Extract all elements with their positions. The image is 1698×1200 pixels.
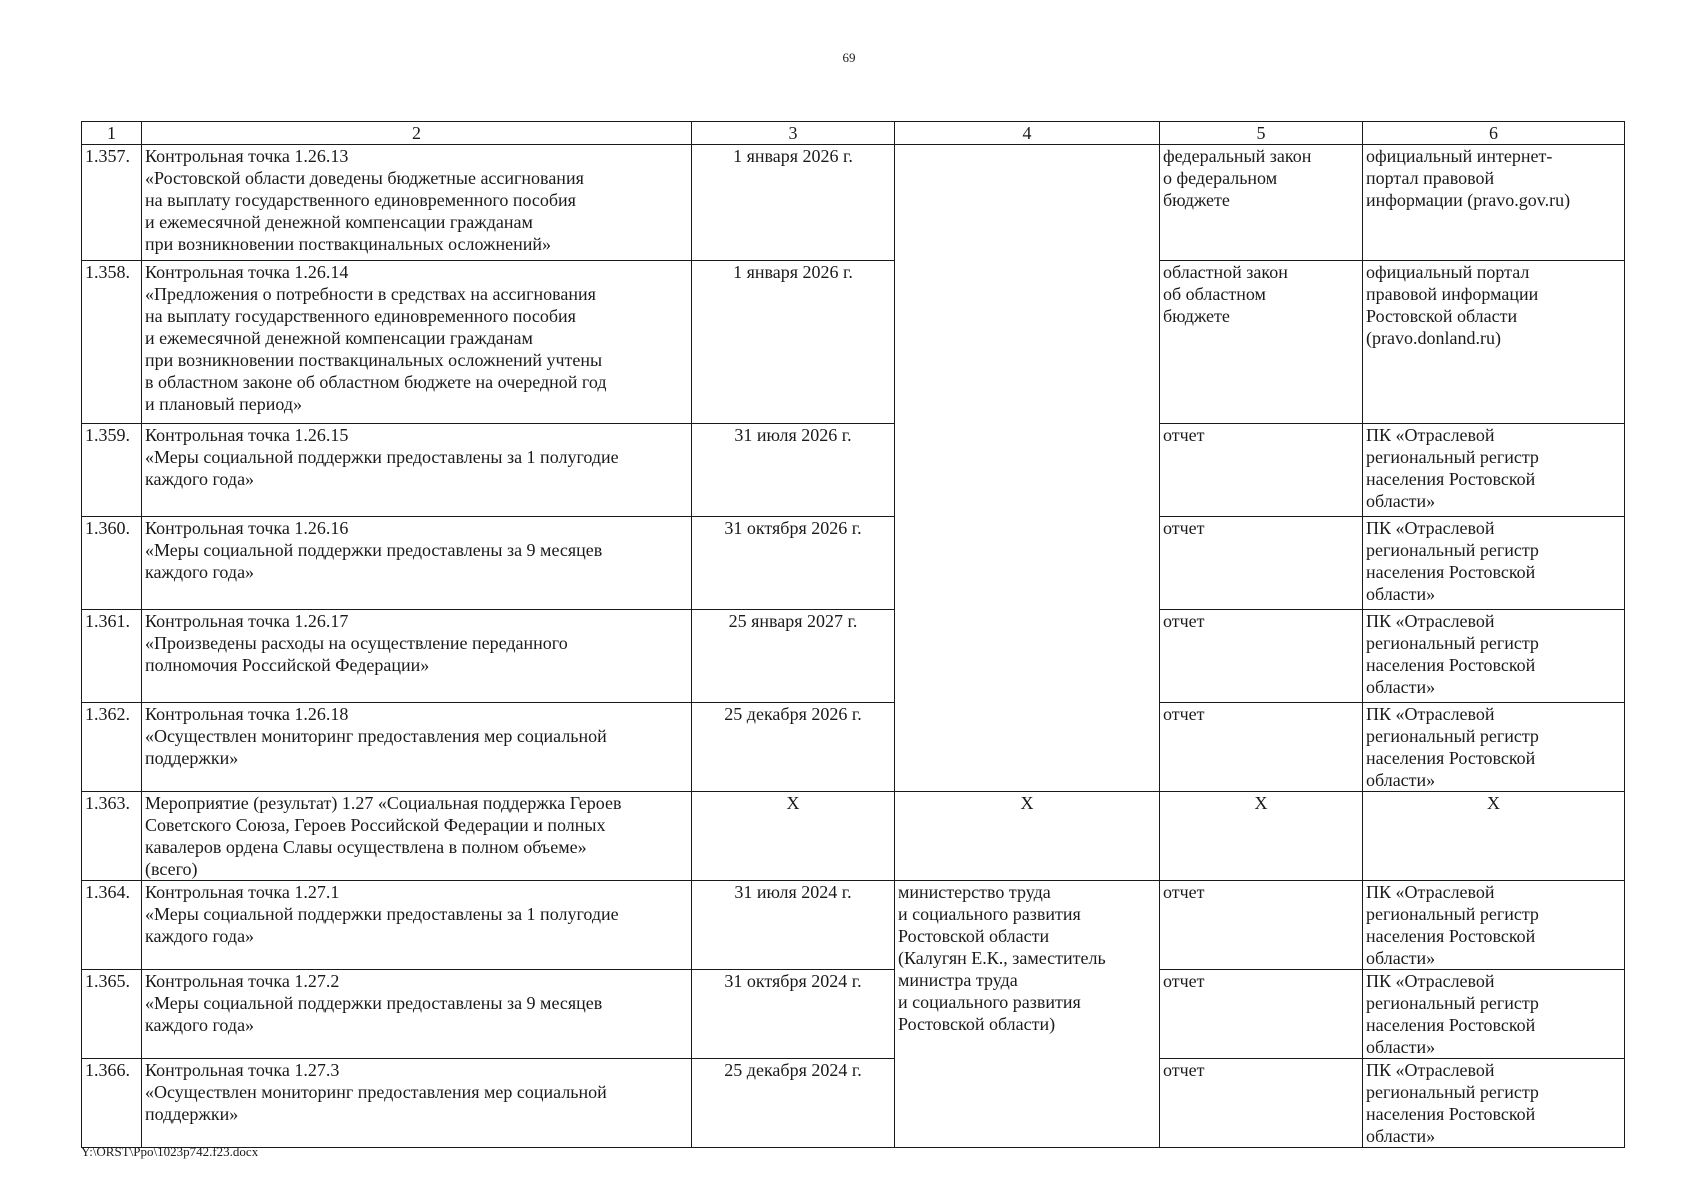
control-points-table xyxy=(81,121,1625,1148)
row-number: 1.366. xyxy=(82,1059,142,1148)
column-header: 5 xyxy=(1160,122,1363,145)
row-number: 1.362. xyxy=(82,703,142,792)
row-document: отчет xyxy=(1160,424,1363,517)
row-date: 25 декабря 2026 г. xyxy=(692,703,895,792)
row-title: Контрольная точка 1.26.15 «Меры социальной поддержки предоставлены за 1 полугодие каждого года» xyxy=(142,424,692,517)
row-number: 1.360. xyxy=(82,517,142,610)
row-number: 1.358. xyxy=(82,261,142,424)
row-source: ПК «Отраслевой региональный регистр населения Ростовской области» xyxy=(1363,424,1625,517)
row-source: ПК «Отраслевой региональный регистр населения Ростовской области» xyxy=(1363,610,1625,703)
row-document: Х xyxy=(1160,792,1363,881)
row-number: 1.364. xyxy=(82,881,142,970)
row-date: 31 июля 2024 г. xyxy=(692,881,895,970)
row-source: Х xyxy=(1363,792,1625,881)
responsible-cell-empty xyxy=(895,145,1160,792)
table-row xyxy=(82,792,1625,881)
row-document: отчет xyxy=(1160,881,1363,970)
row-title: Контрольная точка 1.27.3 «Осуществлен мониторинг предоставления мер социальной поддержки» xyxy=(142,1059,692,1148)
row-source: ПК «Отраслевой региональный регистр населения Ростовской области» xyxy=(1363,970,1625,1059)
row-source: официальный интернет- портал правовой информации (pravo.gov.ru) xyxy=(1363,145,1625,261)
table-row xyxy=(82,261,1625,424)
row-title: Мероприятие (результат) 1.27 «Социальная поддержка Героев Советского Союза, Героев Российской Федерации и полных кавалеров ордена Славы осуществлена в полном объеме» (всего) xyxy=(142,792,692,881)
row-source: ПК «Отраслевой региональный регистр населения Ростовской области» xyxy=(1363,703,1625,792)
table-row xyxy=(82,145,1625,261)
row-number: 1.357. xyxy=(82,145,142,261)
column-header: 4 xyxy=(895,122,1160,145)
row-responsible: Х xyxy=(895,792,1160,881)
row-document: областной закон об областном бюджете xyxy=(1160,261,1363,424)
row-date: 1 января 2026 г. xyxy=(692,145,895,261)
row-title: Контрольная точка 1.26.18 «Осуществлен мониторинг предоставления мер социальной поддержки» xyxy=(142,703,692,792)
table-row xyxy=(82,703,1625,792)
table-row xyxy=(82,970,1625,1059)
table-row xyxy=(82,881,1625,970)
column-header: 1 xyxy=(82,122,142,145)
row-number: 1.363. xyxy=(82,792,142,881)
row-title: Контрольная точка 1.27.2 «Меры социальной поддержки предоставлены за 9 месяцев каждого года» xyxy=(142,970,692,1059)
table-row xyxy=(82,610,1625,703)
row-date: 31 июля 2026 г. xyxy=(692,424,895,517)
row-date: 25 декабря 2024 г. xyxy=(692,1059,895,1148)
row-document: отчет xyxy=(1160,610,1363,703)
row-title: Контрольная точка 1.26.16 «Меры социальной поддержки предоставлены за 9 месяцев каждого года» xyxy=(142,517,692,610)
row-number: 1.365. xyxy=(82,970,142,1059)
row-source: официальный портал правовой информации Ростовской области (pravo.donland.ru) xyxy=(1363,261,1625,424)
row-title: Контрольная точка 1.26.13 «Ростовской области доведены бюджетные ассигнования на выплату государственного единовременного пособия и ежемесячной денежной компенсации гражданам при возникновении поствакцинальных осложнений» xyxy=(142,145,692,261)
row-document: отчет xyxy=(1160,703,1363,792)
row-title: Контрольная точка 1.26.17 «Произведены расходы на осуществление переданного полномочия Российской Федерации» xyxy=(142,610,692,703)
row-document: федеральный закон о федеральном бюджете xyxy=(1160,145,1363,261)
row-document: отчет xyxy=(1160,970,1363,1059)
table-header-row xyxy=(82,122,1625,145)
table-row xyxy=(82,1059,1625,1148)
row-responsible: министерство труда и социального развития Ростовской области (Калугян Е.К., заместитель министра труда и социального развития Ростовской области) xyxy=(895,881,1160,1148)
row-title: Контрольная точка 1.26.14 «Предложения о потребности в средствах на ассигнования на выплату государственного единовременного пособия и ежемесячной денежной компенсации гражданам при возникновении поствакцинальных осложнений учтены в областном законе об областном бюджете на очередной год и плановый период» xyxy=(142,261,692,424)
row-document: отчет xyxy=(1160,517,1363,610)
table-row xyxy=(82,517,1625,610)
footer-file-path: Y:\ORST\Ppo\1023p742.f23.docx xyxy=(81,1144,259,1159)
row-source: ПК «Отраслевой региональный регистр населения Ростовской области» xyxy=(1363,881,1625,970)
row-date: 1 января 2026 г. xyxy=(692,261,895,424)
row-document: отчет xyxy=(1160,1059,1363,1148)
table-row xyxy=(82,424,1625,517)
row-number: 1.361. xyxy=(82,610,142,703)
row-title: Контрольная точка 1.27.1 «Меры социальной поддержки предоставлены за 1 полугодие каждого года» xyxy=(142,881,692,970)
column-header: 6 xyxy=(1363,122,1625,145)
row-source: ПК «Отраслевой региональный регистр населения Ростовской области» xyxy=(1363,517,1625,610)
column-header: 2 xyxy=(142,122,692,145)
page-number: 69 xyxy=(842,50,856,65)
row-date: 31 октября 2026 г. xyxy=(692,517,895,610)
row-date: Х xyxy=(692,792,895,881)
row-source: ПК «Отраслевой региональный регистр населения Ростовской области» xyxy=(1363,1059,1625,1148)
column-header: 3 xyxy=(692,122,895,145)
row-date: 25 января 2027 г. xyxy=(692,610,895,703)
row-date: 31 октября 2024 г. xyxy=(692,970,895,1059)
row-number: 1.359. xyxy=(82,424,142,517)
